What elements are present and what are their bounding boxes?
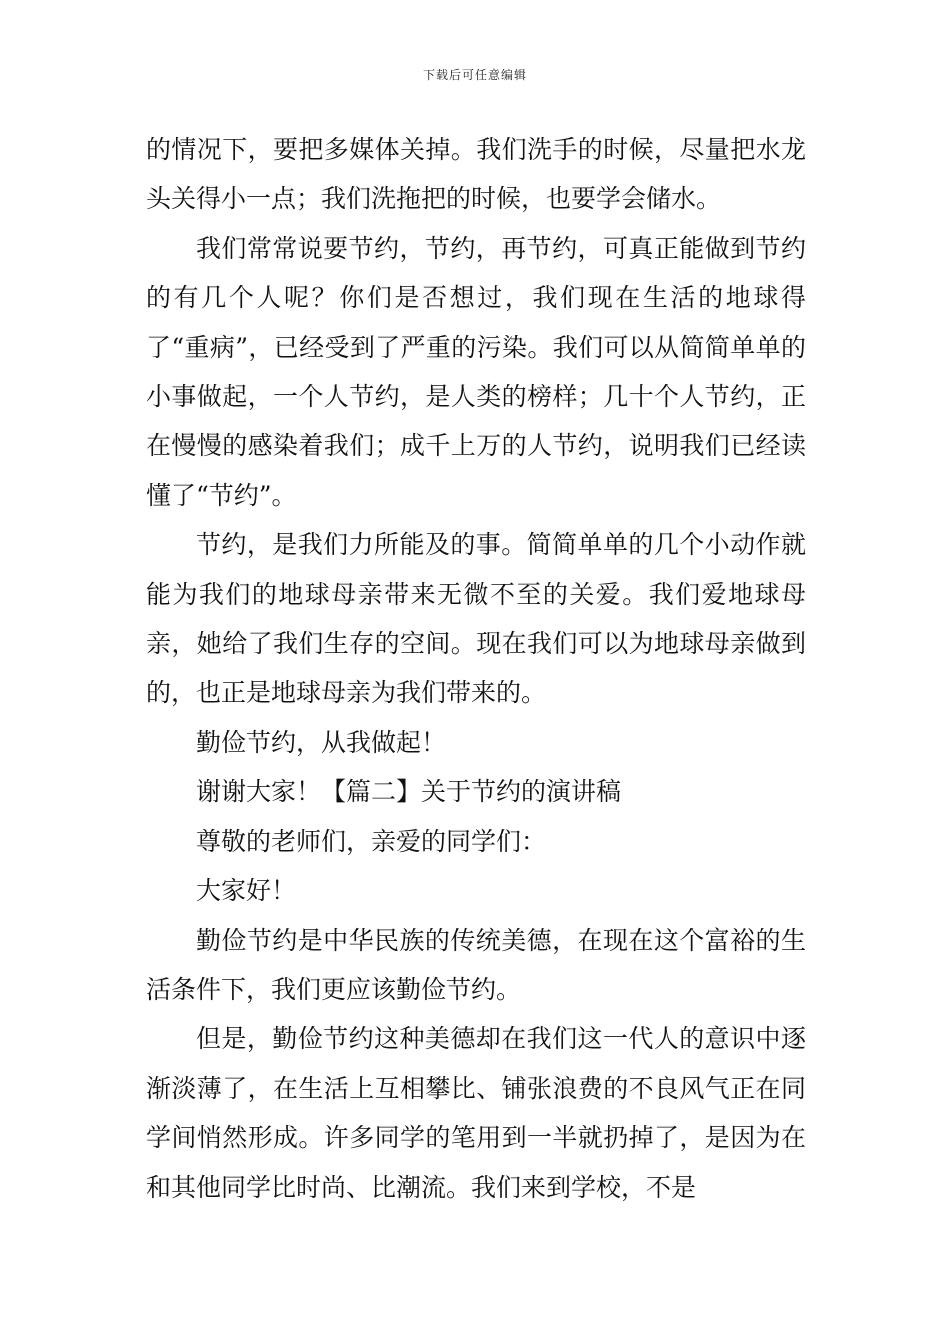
paragraph: 大家好！ <box>196 876 297 906</box>
document-body <box>146 125 806 1212</box>
paragraph: 的情况下，要把多媒体关掉。我们洗手的时候，尽量把水龙头关得小一点；我们洗拖把的时候，也要学会储水。 <box>146 135 806 214</box>
paragraph: 尊敬的老师们，亲爱的同学们： <box>196 826 547 856</box>
page-header: 下载后可任意编辑 <box>422 68 527 82</box>
paragraph: 谢谢大家！【篇二】关于节约的演讲稿 <box>196 777 622 807</box>
paragraph: 我们常常说要节约，节约，再节约，可真正能做到节约的有几个人呢？你们是否想过，我们现在生活的地球得了“重病”，已经受到了严重的污染。我们可以从简简单单的小事做起，一个人节约，是人类的榜样；几十个人节约，正在慢慢的感染着我们；成千上万的人节约，说明我们已经读懂了“节约”。 <box>146 233 806 510</box>
paragraph: 但是，勤俭节约这种美德却在我们这一代人的意识中逐渐淡薄了，在生活上互相攀比、铺张浪费的不良风气正在同学间悄然形成。许多同学的笔用到一半就扔掉了，是因为在和其他同学比时尚、比潮流。我们来到学校，不是 <box>146 1024 806 1202</box>
paragraph: 勤俭节约，从我做起！ <box>196 727 447 757</box>
paragraph: 勤俭节约是中华民族的传统美德，在现在这个富裕的生活条件下，我们更应该勤俭节约。 <box>146 925 806 1004</box>
paragraph: 节约，是我们力所能及的事。简简单单的几个小动作就能为我们的地球母亲带来无微不至的关爱。我们爱地球母亲，她给了我们生存的空间。现在我们可以为地球母亲做到的，也正是地球母亲为我们带来的。 <box>146 530 806 708</box>
